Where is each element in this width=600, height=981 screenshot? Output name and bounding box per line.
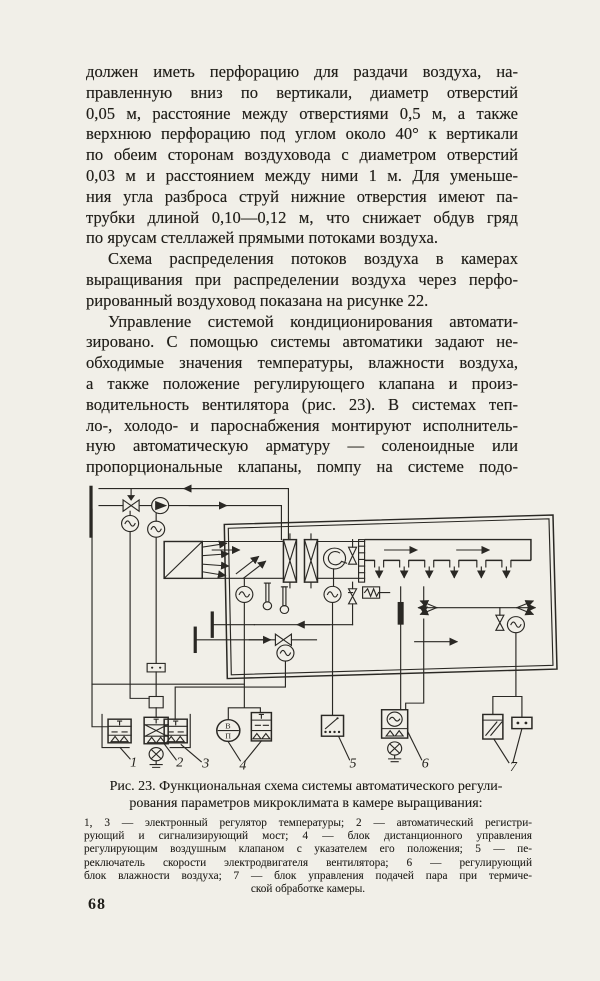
spray-nozzle-icon (517, 601, 535, 614)
legend-line: блок влажности воздуха; 7 — блок управления подачей пара при термиче- (84, 869, 532, 882)
spray-nozzle-icon (419, 601, 517, 614)
temperature-sensor-icon (236, 586, 253, 602)
control-block-4 (217, 713, 272, 761)
text-line: ния угла разброса струй нижние отверстия имеют па- (86, 186, 518, 206)
figure-label-3: 3 (202, 755, 210, 771)
text-line: рированный воздуховод показана на рисунке 22. (86, 290, 429, 310)
text-line: Управление системой кондиционирования автомати- (108, 311, 518, 331)
text-line: а также положение регулирующего клапана и произ- (86, 373, 518, 393)
svg-text:П: П (225, 731, 232, 741)
air-damper-icon (304, 534, 317, 588)
text-line: верхнюю перфорацию под углом около 40° к вертикали (86, 124, 518, 144)
valve-motor-icon (122, 515, 139, 531)
figure-legend (84, 817, 532, 896)
text-line: водительность вентилятора (рис. 23). В системах теп- (86, 394, 518, 414)
text-line: ло-, холодо- и пароснабжения монтируют исполнитель- (86, 415, 518, 435)
grid-section-icon (359, 540, 365, 583)
body-text (86, 62, 518, 478)
figure-label-2: 2 (176, 754, 184, 770)
legend-line: 1, 3 — электронный регулятор температуры; 2 — автоматический регистри- (84, 817, 532, 829)
caption-line: Рис. 23. Функциональная схема системы автоматического регули- (109, 779, 503, 794)
text-line: ную автоматическую арматуру — соленоидные или (86, 436, 518, 456)
figure-label-4: 4 (239, 757, 247, 773)
steam-valve-icon (496, 608, 504, 631)
figure-23 (84, 481, 560, 774)
text-line: по ярусам стеллажей прямыми потоками воздуха. (86, 228, 439, 248)
terminal-box (147, 663, 165, 672)
text-line: 0,03 м и расстоянием между ними 1 м. Для уменьше- (86, 165, 518, 185)
svg-text:В: В (225, 721, 231, 731)
text-line: выращивания при распределении воздуха через перфо- (86, 269, 518, 289)
fan-icon (324, 548, 347, 569)
drain-arrow (406, 587, 424, 710)
text-line: пропорциональные клапаны, помпу на системе подо- (86, 457, 518, 477)
text-line: зировано. С помощью системы автоматики задают не- (86, 332, 518, 352)
text-line: трубки длиной 0,10—0,12 м, что снижает обдув гряд (86, 207, 518, 227)
legend-line: рующий и сигнализирующий мост; 4 — блок дистанционного управления (84, 830, 532, 843)
legend-line: регулирующим воздушным клапаном с указателем его положения; 5 — пе- (84, 843, 532, 856)
pump-motor-icon (148, 521, 165, 537)
control-block-5 (321, 715, 349, 759)
control-block-1 (102, 714, 131, 758)
figure-label-1: 1 (130, 754, 138, 770)
heater-section-icon (164, 541, 202, 578)
text-line: по обеим сторонам воздуховода с диаметром отверстий (86, 145, 518, 165)
text-line: обходимые значения температуры, влажности воздуха, (86, 353, 518, 373)
three-way-valve-icon (123, 489, 139, 512)
mixing-spray-arrows (202, 543, 265, 578)
perforated-duct (365, 540, 531, 578)
caption-line: рования параметров микроклимата в камере выращивания: (129, 795, 483, 811)
air-damper-icon (283, 534, 296, 588)
figure-label-7: 7 (509, 759, 517, 774)
fan-motor-icon (324, 586, 341, 602)
duct-outlet (375, 560, 511, 577)
indicator-lamp-icon (388, 742, 402, 762)
pump-icon (152, 498, 169, 514)
duct-walls (202, 541, 283, 578)
figure-label-5: 5 (349, 755, 357, 771)
steam-valve-motor-icon (507, 617, 524, 633)
page-number: 68 (88, 896, 106, 913)
control-block-6 (382, 710, 422, 762)
supply-piping (91, 486, 288, 727)
junction-box (149, 696, 163, 707)
text-line: должен иметь перфорацию для раздачи воздуха, на- (86, 62, 518, 81)
valve-actuator-motor-icon (277, 645, 294, 661)
figure-label-6: 6 (421, 755, 429, 771)
figure-caption (80, 779, 532, 812)
humidifier-valve-icon (349, 582, 357, 625)
steam-inlet-valve-icon (349, 540, 357, 565)
control-block-7 (483, 714, 532, 762)
figure-23-diagram (84, 481, 560, 774)
text-line: 0,05 м, расстояние между отверстиями 0,5 м, а также (86, 103, 518, 123)
humidity-sensor-icon (398, 587, 404, 710)
text-line: Схема распределения потоков воздуха в камерах (108, 249, 518, 269)
text-line: правленную вниз по вертикали, диаметр отверстий (86, 82, 518, 102)
legend-line: ской обработке камеры. (250, 882, 366, 895)
indicator-lamp-icon (149, 748, 163, 768)
thermometer-icon (280, 587, 288, 614)
thermometer-icon (263, 583, 271, 610)
legend-line: реключатель скорости электродвигателя вентилятора; 6 — регулирующий (84, 856, 532, 869)
